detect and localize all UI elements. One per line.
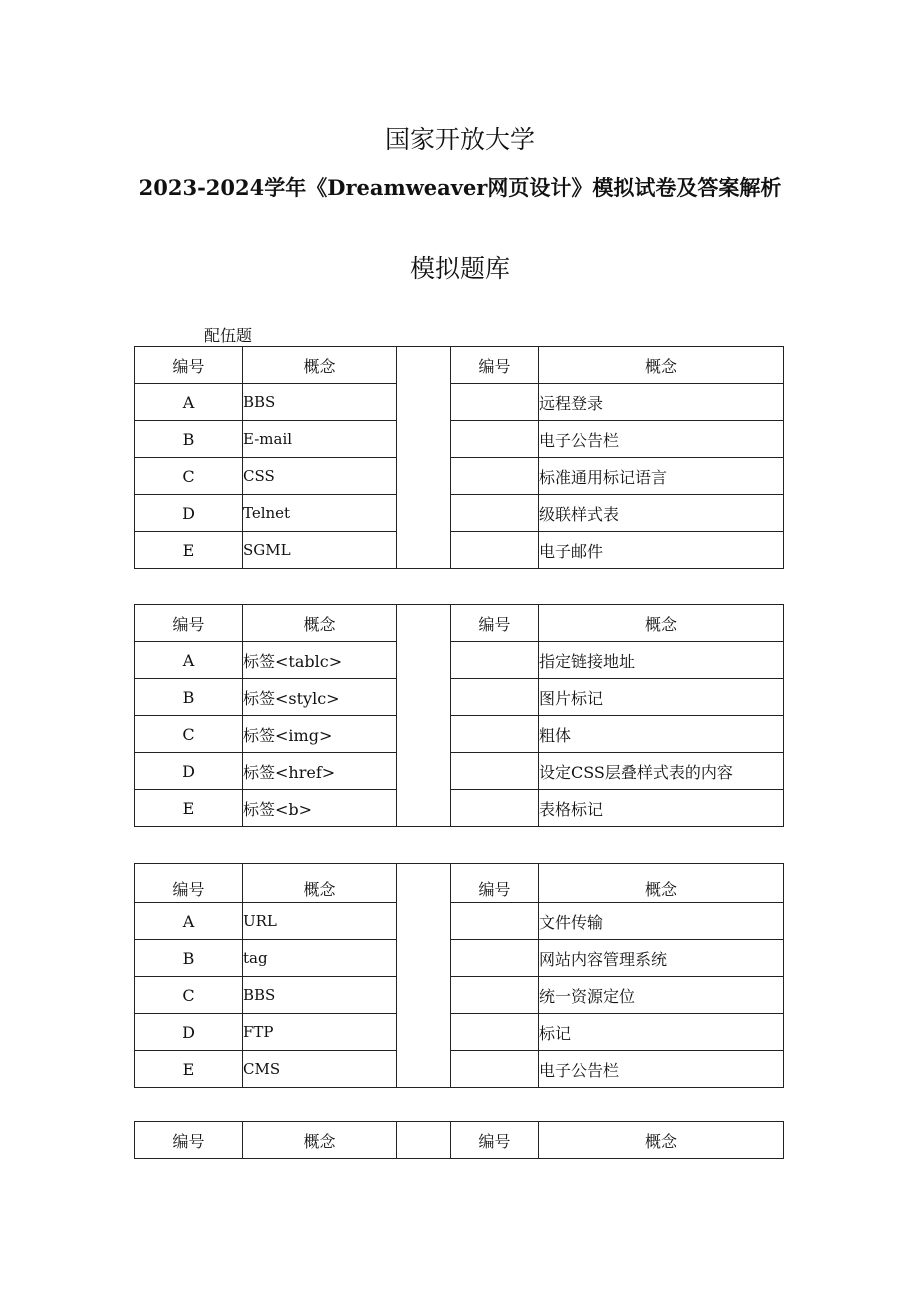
row-no: B [135, 940, 243, 977]
table-header-row [135, 864, 784, 903]
header-concept: 概念 [243, 864, 397, 903]
table-row [135, 642, 784, 679]
answer-gap [397, 605, 451, 827]
row-no-right [451, 642, 539, 679]
row-concept: 标签<href> [243, 753, 397, 790]
row-no-right [451, 1014, 539, 1051]
row-concept-right: 文件传输 [539, 903, 784, 940]
row-concept: SGML [243, 532, 397, 569]
header-concept: 概念 [243, 347, 397, 384]
row-no-right [451, 679, 539, 716]
row-no: A [135, 642, 243, 679]
table-row [135, 716, 784, 753]
header-no-right: 编号 [451, 347, 539, 384]
header-concept-right: 概念 [539, 605, 784, 642]
header-concept-right: 概念 [539, 864, 784, 903]
row-concept-right: 电子公告栏 [539, 421, 784, 458]
row-no: C [135, 716, 243, 753]
row-concept: BBS [243, 977, 397, 1014]
header-no: 编号 [135, 1122, 243, 1159]
row-no: D [135, 495, 243, 532]
matching-table-4 [134, 1121, 784, 1159]
row-concept-right: 标准通用标记语言 [539, 458, 784, 495]
row-no: A [135, 903, 243, 940]
row-no-right [451, 384, 539, 421]
row-concept-right: 远程登录 [539, 384, 784, 421]
row-concept-right: 指定链接地址 [539, 642, 784, 679]
table-row [135, 790, 784, 827]
table-row [135, 421, 784, 458]
header-no-right: 编号 [451, 1122, 539, 1159]
table-row [135, 1051, 784, 1088]
matching-table-1 [134, 346, 784, 569]
matching-table-2 [134, 604, 784, 827]
row-concept-right: 电子邮件 [539, 532, 784, 569]
row-no-right [451, 458, 539, 495]
row-no: B [135, 421, 243, 458]
header-no: 编号 [135, 864, 243, 903]
row-no: E [135, 1051, 243, 1088]
answer-gap [397, 1122, 451, 1159]
table-row [135, 940, 784, 977]
row-no-right [451, 753, 539, 790]
table-row [135, 903, 784, 940]
row-concept: 标签<tablc> [243, 642, 397, 679]
header-concept-right: 概念 [539, 1122, 784, 1159]
exam-subtitle: 2023-2024学年《Dreamweaver网页设计》模拟试卷及答案解析 [138, 175, 782, 200]
row-concept: 标签<b> [243, 790, 397, 827]
row-no: D [135, 1014, 243, 1051]
table-row [135, 532, 784, 569]
row-no: C [135, 977, 243, 1014]
header-no-right: 编号 [451, 605, 539, 642]
row-concept-right: 统一资源定位 [539, 977, 784, 1014]
row-no-right [451, 532, 539, 569]
row-concept: Telnet [243, 495, 397, 532]
row-no-right [451, 495, 539, 532]
matching-table-3 [134, 863, 784, 1088]
row-no-right [451, 977, 539, 1014]
row-no-right [451, 1051, 539, 1088]
row-concept-right: 设定CSS层叠样式表的内容 [539, 753, 784, 790]
question-bank-title: 模拟题库 [409, 254, 510, 283]
row-concept: 标签<stylc> [243, 679, 397, 716]
row-concept-right: 级联样式表 [539, 495, 784, 532]
row-no: A [135, 384, 243, 421]
row-no-right [451, 790, 539, 827]
row-no-right [451, 903, 539, 940]
header-no-right: 编号 [451, 864, 539, 903]
table-header-row [135, 347, 784, 384]
row-concept: CMS [243, 1051, 397, 1088]
row-no-right [451, 940, 539, 977]
row-concept: URL [243, 903, 397, 940]
header-no: 编号 [135, 605, 243, 642]
table-header-row [135, 1122, 784, 1159]
table-row [135, 977, 784, 1014]
row-no-right [451, 716, 539, 753]
header-concept: 概念 [243, 605, 397, 642]
section-label: 配伍题 [204, 326, 253, 345]
table-row [135, 495, 784, 532]
header-no: 编号 [135, 347, 243, 384]
row-no: E [135, 532, 243, 569]
row-concept: BBS [243, 384, 397, 421]
row-concept-right: 图片标记 [539, 679, 784, 716]
header-concept: 概念 [243, 1122, 397, 1159]
row-no: B [135, 679, 243, 716]
row-concept: FTP [243, 1014, 397, 1051]
table-row [135, 1014, 784, 1051]
table-row [135, 384, 784, 421]
row-concept-right: 标记 [539, 1014, 784, 1051]
row-no: C [135, 458, 243, 495]
table-row [135, 458, 784, 495]
row-concept: E-mail [243, 421, 397, 458]
answer-gap [397, 864, 451, 1088]
answer-gap [397, 347, 451, 569]
row-concept-right: 电子公告栏 [539, 1051, 784, 1088]
table-header-row [135, 605, 784, 642]
row-concept: 标签<img> [243, 716, 397, 753]
row-concept: CSS [243, 458, 397, 495]
row-concept-right: 表格标记 [539, 790, 784, 827]
header-concept-right: 概念 [539, 347, 784, 384]
row-concept: tag [243, 940, 397, 977]
row-concept-right: 网站内容管理系统 [539, 940, 784, 977]
table-row [135, 679, 784, 716]
university-title: 国家开放大学 [384, 125, 535, 154]
table-row [135, 753, 784, 790]
row-concept-right: 粗体 [539, 716, 784, 753]
row-no: E [135, 790, 243, 827]
row-no: D [135, 753, 243, 790]
row-no-right [451, 421, 539, 458]
